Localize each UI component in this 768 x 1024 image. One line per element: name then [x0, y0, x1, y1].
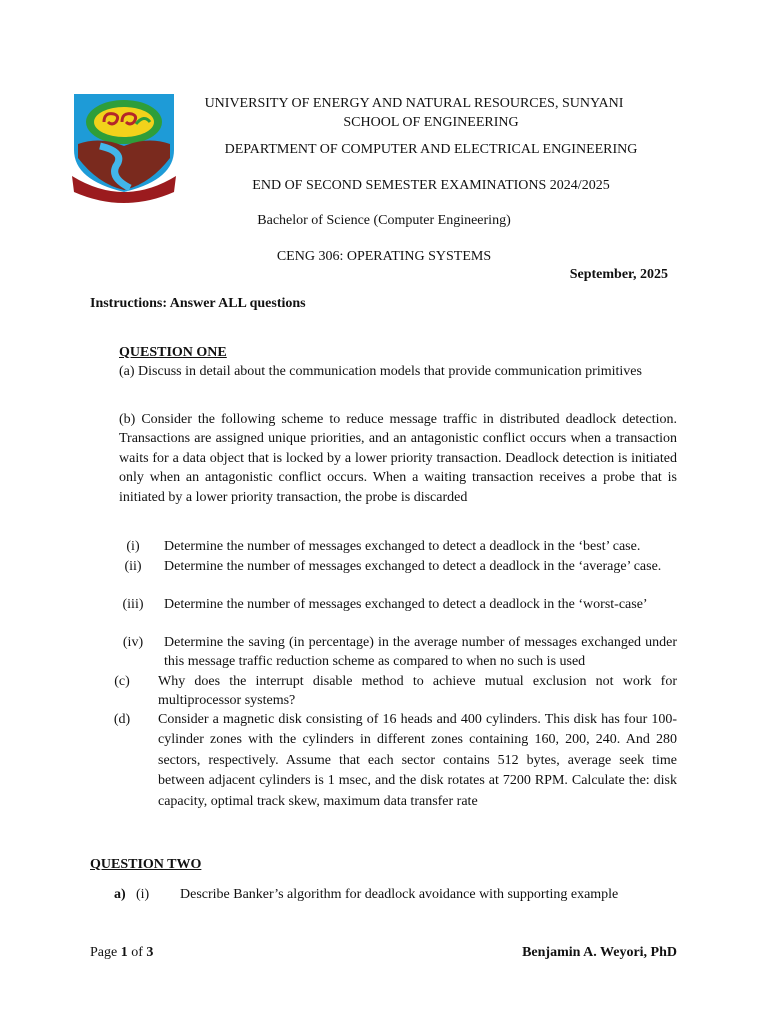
exam-date: September, 2025 — [569, 267, 668, 282]
sub-item-number: (ii) — [124, 559, 142, 574]
instructions: Instructions: Answer ALL questions — [90, 296, 306, 311]
author-name: Benjamin A. Weyori, PhD — [522, 945, 677, 960]
sub-item-number: (iii) — [122, 597, 144, 612]
sub-item-text: Determine the saving (in percentage) in the average number of messages exchanged under this message traffic reduction scheme as compared to when no such is used — [164, 635, 677, 669]
sub-item-number: (i) — [126, 539, 140, 554]
department-name: DEPARTMENT OF COMPUTER AND ELECTRICAL ENGINEERING — [224, 142, 638, 157]
question-two-a-i: Describe Banker’s algorithm for deadlock avoidance with supporting example — [180, 887, 619, 902]
course-title: CENG 306: OPERATING SYSTEMS — [276, 249, 492, 264]
sub-item-text: Determine the number of messages exchanged to detect a deadlock in the ‘worst-case’ — [164, 597, 648, 612]
sub-item-text: Determine the number of messages exchanged to detect a deadlock in the ‘best’ case. — [164, 539, 641, 554]
page-number: Page 1 of 3 — [90, 945, 154, 960]
sub-item-number: (iv) — [122, 635, 144, 650]
question-two-a-label: a) — [114, 887, 126, 902]
university-name: UNIVERSITY OF ENERGY AND NATURAL RESOURCES, SUNYANI — [204, 96, 624, 111]
sub-item-text: Determine the number of messages exchanged to detect a deadlock in the ‘average’ case. — [164, 559, 662, 574]
university-logo — [70, 92, 178, 204]
question-two-a-i-number: (i) — [136, 887, 150, 902]
exam-title: END OF SECOND SEMESTER EXAMINATIONS 2024/2025 — [252, 178, 610, 193]
question-one-a: (a) Discuss in detail about the communication models that provide communication primitives — [119, 364, 642, 379]
question-d-number: (d) — [113, 712, 131, 727]
question-one-b: (b) Consider the following scheme to reduce message traffic in distributed deadlock detection. Transactions are assigned unique priorities, and an antagonistic conflict occurs when a transaction waits for a data object that is locked by a lower priority transaction. Deadlock detection is initiated only when an antagonistic conflict occurs. When a waiting transaction receives a probe that is initiated by a lower priority transaction, the probe is discarded — [119, 412, 677, 505]
school-name: SCHOOL OF ENGINEERING — [343, 115, 519, 130]
question-one-c: Why does the interrupt disable method to achieve mutual exclusion not work for multiprocessor systems? — [158, 674, 677, 708]
question-two-title: QUESTION TWO — [90, 857, 202, 872]
question-c-number: (c) — [114, 674, 130, 689]
programme-name: Bachelor of Science (Computer Engineering) — [257, 213, 511, 228]
question-one-title: QUESTION ONE — [119, 345, 227, 360]
question-one-d: Consider a magnetic disk consisting of 16 heads and 400 cylinders. This disk has four 100-cylinder zones with the cylinders in different zones containing 160, 200, 240. And 280 sectors, respectively. Assume that each sector contains 512 bytes, average seek time between adjacent cylinders is 1 msec, and the disk rotates at 7200 RPM. Calculate the: disk capacity, optimal track skew, maximum data transfer rate — [158, 712, 677, 809]
